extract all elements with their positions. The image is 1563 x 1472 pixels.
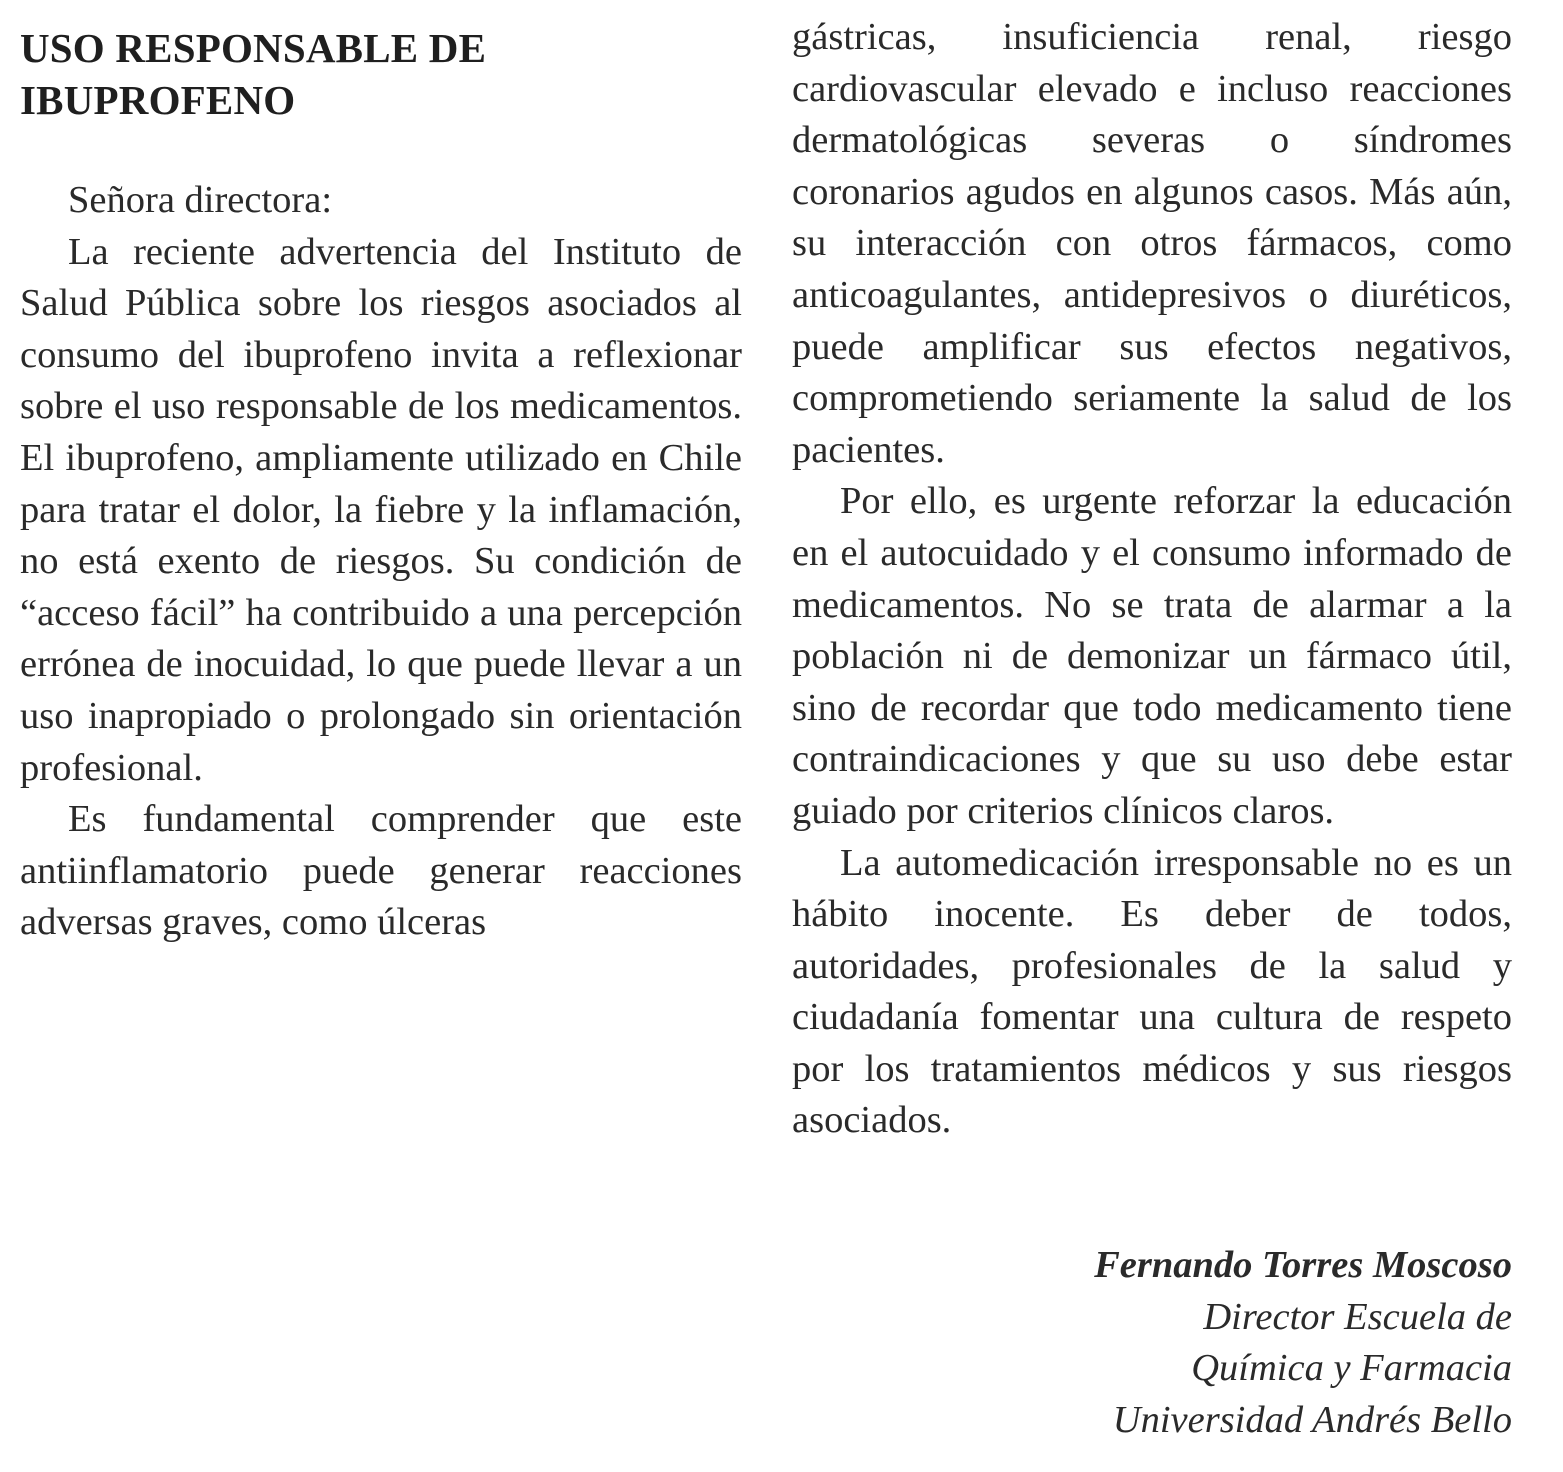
author-name: Fernando Torres Moscoso: [1094, 1244, 1512, 1286]
signature-block: [1094, 1240, 1512, 1446]
article-title: [20, 22, 486, 126]
paragraph-2-start: Es fundamental comprender que este antiinflamatorio puede generar reacciones adversas graves, como úlceras: [20, 798, 742, 944]
paragraph-1: La reciente advertencia del Instituto de Salud Pública sobre los riesgos asociados al consumo del ibuprofeno invita a reflexionar sobre el uso responsable de los medicamentos. El ibuprofeno, ampliamente utilizado en Chile para tratar el dolor, la fiebre y la inflamación, no está exento de riesgos. Su condición de “acceso fácil” ha contribuido a una percepción errónea de inocuidad, lo que puede llevar a un uso inapropiado o prolongado sin orientación profesional.: [20, 230, 742, 789]
salutation: Señora directora:: [68, 179, 333, 221]
author-role-line-2: Química y Farmacia: [1191, 1347, 1512, 1390]
title-line-1: USO RESPONSABLE DE: [20, 25, 487, 71]
right-body: [792, 12, 1512, 1147]
author-role-line-3: Universidad Andrés Bello: [1112, 1398, 1512, 1441]
paragraph-3: Por ello, es urgente reforzar la educación en el autocuidado y el consumo informado de medicamentos. No se trata de alarmar a la población ni de demonizar un fármaco útil, sino de recordar que todo medicamento tiene contraindicaciones y que su uso debe estar guiado por criterios clínicos claros.: [792, 480, 1512, 832]
left-body: [20, 175, 742, 949]
paragraph-4: La automedicación irresponsable no es un hábito inocente. Es deber de todos, autoridades, profesionales de la salud y ciudadanía fomentar una cultura de respeto por los tratamientos médicos y sus riesgos asociados.: [792, 841, 1512, 1142]
title-line-2: IBUPROFENO: [20, 77, 296, 123]
paragraph-2-continued: gástricas, insuficiencia renal, riesgo cardiovascular elevado e incluso reacciones dermatológicas severas o síndromes coronarios agudos en algunos casos. Más aún, su interacción con otros fármacos, como anticoagulantes, antidepresivos o diuréticos, puede amplificar sus efectos negativos, comprometiendo seriamente la salud de los pacientes.: [792, 16, 1512, 471]
author-role-line-1: Director Escuela de: [1203, 1295, 1512, 1338]
